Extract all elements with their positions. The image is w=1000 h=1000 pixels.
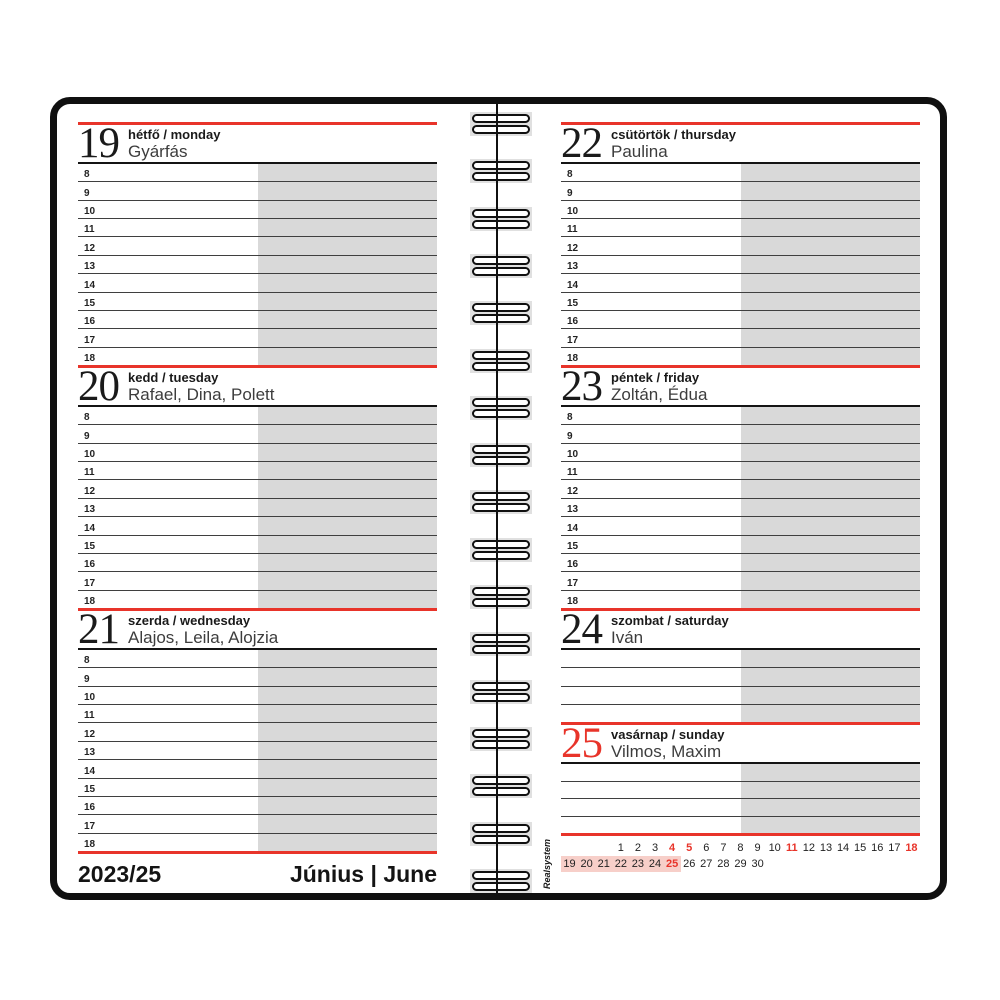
- schedule-row: [561, 668, 920, 686]
- day-number: 22: [561, 120, 602, 167]
- binding-loop-icon: [472, 161, 530, 170]
- hour-label: 8: [84, 412, 90, 424]
- binding-loop-icon: [472, 882, 530, 891]
- schedule-row: [78, 201, 437, 219]
- hour-label: 9: [84, 673, 90, 685]
- hour-label: 10: [84, 449, 96, 461]
- schedule-rows: [78, 650, 437, 851]
- schedule-row: [78, 742, 437, 760]
- name-days: Alajos, Leila, Alojzia: [128, 628, 279, 647]
- hour-label: 15: [84, 297, 96, 309]
- schedule-row: [561, 425, 920, 443]
- schedule-row: [78, 425, 437, 443]
- brand-logo: Realsystem: [542, 838, 552, 889]
- binding-ring: [468, 159, 532, 183]
- hour-label: 18: [84, 838, 96, 850]
- mini-calendar-day: 30: [751, 858, 764, 870]
- hour-label: 12: [567, 242, 579, 254]
- schedule-row: [78, 256, 437, 274]
- page-top-margin: [78, 97, 437, 122]
- name-days: Paulina: [611, 142, 668, 161]
- mini-calendar-day: 24: [646, 856, 663, 872]
- day-number: 24: [561, 606, 602, 653]
- mini-calendar-day: 27: [700, 858, 713, 870]
- day-section-22: [561, 122, 920, 365]
- schedule-row: [78, 517, 437, 535]
- hour-label: 17: [84, 577, 96, 589]
- hour-label: 15: [84, 540, 96, 552]
- hour-label: 15: [567, 540, 579, 552]
- schedule-row: [561, 182, 920, 200]
- day-number: 20: [78, 363, 119, 410]
- binding-ring: [468, 632, 532, 656]
- schedule-row: [561, 444, 920, 462]
- hour-label: 17: [84, 334, 96, 346]
- hour-label: 18: [567, 595, 579, 607]
- day-name-label: vasárnap / sunday: [611, 727, 725, 742]
- binding-loop-icon: [472, 209, 530, 218]
- binding-loop-icon: [472, 409, 530, 418]
- mini-calendar-day: 9: [754, 842, 761, 854]
- schedule-row: [78, 164, 437, 182]
- binding-loop-icon: [472, 303, 530, 312]
- day-section-24: [561, 608, 920, 722]
- mini-calendar-day: 19: [561, 856, 578, 872]
- schedule-rows: [561, 764, 920, 833]
- day-header: [561, 720, 920, 767]
- schedule-row: [78, 480, 437, 498]
- day-name-label: szombat / saturday: [611, 613, 729, 628]
- mini-calendar-day: 17: [888, 842, 901, 854]
- hour-label: 8: [84, 655, 90, 667]
- binding-loop-icon: [472, 220, 530, 229]
- hour-label: 15: [84, 783, 96, 795]
- name-days: Rafael, Dina, Polett: [128, 385, 275, 404]
- mini-calendar-day: 13: [819, 842, 833, 854]
- hour-label: 18: [84, 352, 96, 364]
- schedule-rows: [78, 407, 437, 608]
- hour-label: 12: [84, 485, 96, 497]
- binding-loop-icon: [472, 835, 530, 844]
- schedule-rows: [561, 164, 920, 365]
- mini-calendar-day: 5: [686, 842, 693, 854]
- hour-label: 10: [84, 206, 96, 218]
- binding-ring: [468, 301, 532, 325]
- binding-loop-icon: [472, 824, 530, 833]
- day-name-label: csütörtök / thursday: [611, 127, 736, 142]
- mini-month-calendar: [561, 840, 920, 872]
- schedule-row: [78, 237, 437, 255]
- binding-loop-icon: [472, 634, 530, 643]
- hour-label: 13: [84, 747, 96, 759]
- mini-calendar-day: 12: [802, 842, 815, 854]
- hour-label: 11: [84, 710, 95, 722]
- hour-label: 11: [84, 467, 95, 479]
- binding-loop-icon: [472, 682, 530, 691]
- binding-loop-icon: [472, 598, 530, 607]
- day-name-label: hétfő / monday: [128, 127, 221, 142]
- right-page-days: [561, 122, 920, 833]
- binding-loop-icon: [472, 114, 530, 123]
- schedule-row: [78, 797, 437, 815]
- mini-calendar-day: 28: [717, 858, 730, 870]
- hour-label: 10: [567, 449, 579, 461]
- binding-ring: [468, 443, 532, 467]
- binding-ring: [468, 490, 532, 514]
- schedule-row: [561, 164, 920, 182]
- month-label-hu: Június: [289, 861, 365, 887]
- mini-calendar-day: 23: [629, 856, 646, 872]
- mini-calendar-day: 14: [836, 842, 850, 854]
- binding-loop-icon: [472, 645, 530, 654]
- schedule-row: [561, 705, 920, 722]
- schedule-row: [561, 687, 920, 705]
- schedule-row: [78, 668, 437, 686]
- binding-loop-icon: [472, 871, 530, 880]
- schedule-rows: [78, 164, 437, 365]
- month-label-en: June: [383, 861, 437, 887]
- binding-loop-icon: [472, 256, 530, 265]
- binding-loop-icon: [472, 729, 530, 738]
- page-top-margin: [561, 97, 920, 122]
- binding-ring: [468, 112, 532, 136]
- binding-loop-icon: [472, 693, 530, 702]
- hour-label: 17: [84, 820, 96, 832]
- binding-loop-icon: [472, 362, 530, 371]
- day-header: [78, 606, 437, 653]
- hour-label: 13: [84, 261, 96, 273]
- schedule-row: [78, 348, 437, 365]
- schedule-row: [561, 817, 920, 834]
- schedule-row: [78, 274, 437, 292]
- binding-loop-icon: [472, 740, 530, 749]
- mini-calendar-day: 11: [785, 842, 798, 854]
- hour-label: 16: [567, 559, 579, 571]
- day-number: 25: [561, 720, 602, 767]
- schedule-row: [78, 554, 437, 572]
- mini-calendar-day: 16: [871, 842, 884, 854]
- hour-label: 14: [84, 279, 96, 291]
- mini-calendar-day: 29: [734, 858, 747, 870]
- mini-calendar-day: 22: [612, 856, 629, 872]
- schedule-row: [78, 536, 437, 554]
- hour-label: 14: [567, 279, 579, 291]
- mini-calendar-day: 20: [578, 856, 595, 872]
- mini-calendar-day: 6: [703, 842, 710, 854]
- binding-loop-icon: [472, 540, 530, 549]
- hour-label: 9: [84, 430, 90, 442]
- year-label: 2023/: [78, 861, 136, 887]
- mini-calendar-rule: [561, 833, 920, 836]
- name-days: Iván: [611, 628, 644, 647]
- day-section-20: [78, 365, 437, 608]
- binding-loop-icon: [472, 503, 530, 512]
- mini-calendar-day: 2: [634, 842, 641, 854]
- schedule-row: [561, 274, 920, 292]
- day-header: [78, 120, 437, 167]
- binding-loop-icon: [472, 314, 530, 323]
- hour-label: 8: [567, 169, 573, 181]
- right-page: [561, 97, 920, 872]
- schedule-row: [561, 554, 920, 572]
- binding-loop-icon: [472, 172, 530, 181]
- schedule-row: [78, 499, 437, 517]
- hour-label: 11: [84, 224, 95, 236]
- name-days: Zoltán, Édua: [611, 385, 708, 404]
- schedule-row: [561, 311, 920, 329]
- binding-ring: [468, 680, 532, 704]
- schedule-row: [78, 687, 437, 705]
- binding-loop-icon: [472, 492, 530, 501]
- day-header: [78, 363, 437, 410]
- hour-label: 10: [567, 206, 579, 218]
- hour-label: 12: [84, 728, 96, 740]
- hour-label: 17: [567, 577, 579, 589]
- hour-label: 8: [567, 412, 573, 424]
- binding-ring: [468, 869, 532, 893]
- binding-ring: [468, 774, 532, 798]
- hour-label: 15: [567, 297, 579, 309]
- schedule-row: [78, 834, 437, 851]
- mini-calendar-day: 8: [737, 842, 744, 854]
- binding-ring: [468, 585, 532, 609]
- hour-label: 18: [84, 595, 96, 607]
- hour-label: 13: [567, 504, 579, 516]
- schedule-row: [561, 201, 920, 219]
- schedule-row: [561, 499, 920, 517]
- schedule-row: [561, 480, 920, 498]
- schedule-row: [78, 705, 437, 723]
- spiral-spine-wire: [496, 104, 498, 893]
- binding-ring: [468, 254, 532, 278]
- month-label: [290, 861, 437, 888]
- hour-label: 14: [84, 765, 96, 777]
- hour-label: 11: [567, 224, 578, 236]
- schedule-row: [561, 650, 920, 668]
- schedule-row: [561, 348, 920, 365]
- schedule-row: [78, 444, 437, 462]
- binding-loop-icon: [472, 351, 530, 360]
- schedule-row: [78, 311, 437, 329]
- day-section-19: [78, 122, 437, 365]
- schedule-rows: [561, 407, 920, 608]
- mini-calendar-day: 4: [669, 842, 676, 854]
- day-name-label: péntek / friday: [611, 370, 700, 385]
- mini-calendar-day: 25: [664, 856, 681, 872]
- name-days: Gyárfás: [128, 142, 188, 161]
- week-number: 25: [135, 861, 162, 887]
- hour-label: 14: [84, 522, 96, 534]
- month-separator: |: [370, 861, 377, 887]
- day-section-21: [78, 608, 437, 851]
- schedule-row: [78, 779, 437, 797]
- hour-label: 16: [84, 559, 96, 571]
- binding-ring: [468, 207, 532, 231]
- schedule-row: [561, 329, 920, 347]
- schedule-row: [78, 591, 437, 608]
- hour-label: 9: [567, 430, 573, 442]
- hour-label: 10: [84, 692, 96, 704]
- schedule-row: [561, 764, 920, 782]
- left-page-days: [78, 122, 437, 851]
- day-name-label: szerda / wednesday: [128, 613, 251, 628]
- hour-label: 12: [567, 485, 579, 497]
- binding-ring: [468, 822, 532, 846]
- binding-loop-icon: [472, 776, 530, 785]
- binding-loop-icon: [472, 398, 530, 407]
- hour-label: 9: [567, 187, 573, 199]
- day-number: 21: [78, 606, 119, 653]
- schedule-row: [561, 591, 920, 608]
- hour-label: 13: [84, 504, 96, 516]
- schedule-row: [78, 815, 437, 833]
- left-page: [78, 97, 437, 888]
- schedule-row: [561, 237, 920, 255]
- binding-ring: [468, 349, 532, 373]
- schedule-row: [561, 407, 920, 425]
- binding-loop-icon: [472, 587, 530, 596]
- schedule-row: [78, 462, 437, 480]
- mini-calendar-day: 21: [595, 856, 612, 872]
- name-days: Vilmos, Maxim: [611, 742, 722, 761]
- schedule-row: [78, 219, 437, 237]
- schedule-rows: [561, 650, 920, 722]
- binding-loop-icon: [472, 267, 530, 276]
- schedule-row: [561, 256, 920, 274]
- binding-loop-icon: [472, 787, 530, 796]
- schedule-row: [78, 723, 437, 741]
- schedule-row: [561, 799, 920, 817]
- hour-label: 16: [84, 316, 96, 328]
- binding-ring: [468, 538, 532, 562]
- mini-calendar-day: 26: [683, 858, 696, 870]
- mini-calendar-day: 10: [768, 842, 781, 854]
- schedule-row: [78, 293, 437, 311]
- binding-ring: [468, 396, 532, 420]
- schedule-row: [78, 760, 437, 778]
- schedule-row: [78, 650, 437, 668]
- schedule-row: [561, 572, 920, 590]
- binding-loop-icon: [472, 445, 530, 454]
- hour-label: 16: [84, 802, 96, 814]
- mini-calendar-day: 3: [651, 842, 659, 854]
- hour-label: 16: [567, 316, 579, 328]
- binding-ring: [468, 727, 532, 751]
- mini-calendar-day: 7: [720, 842, 727, 854]
- hour-label: 8: [84, 169, 90, 181]
- binding-loop-icon: [472, 551, 530, 560]
- hour-label: 9: [84, 187, 90, 199]
- day-section-25: [561, 722, 920, 833]
- day-section-23: [561, 365, 920, 608]
- hour-label: 11: [567, 467, 578, 479]
- day-header: [561, 606, 920, 653]
- schedule-row: [561, 782, 920, 800]
- schedule-row: [561, 219, 920, 237]
- day-number: 23: [561, 363, 602, 410]
- schedule-row: [78, 572, 437, 590]
- mini-calendar-day: 15: [854, 842, 867, 854]
- schedule-row: [78, 182, 437, 200]
- hour-label: 18: [567, 352, 579, 364]
- year-week-label: [78, 861, 161, 888]
- binding-loop-icon: [472, 125, 530, 134]
- schedule-row: [561, 536, 920, 554]
- hour-label: 12: [84, 242, 96, 254]
- left-page-footer: [78, 854, 437, 888]
- day-header: [561, 363, 920, 410]
- mini-calendar-day: 1: [617, 842, 624, 854]
- day-name-label: kedd / tuesday: [128, 370, 219, 385]
- hour-label: 13: [567, 261, 579, 273]
- hour-label: 17: [567, 334, 579, 346]
- schedule-row: [561, 517, 920, 535]
- binding-loop-icon: [472, 456, 530, 465]
- schedule-row: [561, 293, 920, 311]
- hour-label: 14: [567, 522, 579, 534]
- mini-calendar-day: 18: [905, 842, 918, 854]
- day-header: [561, 120, 920, 167]
- schedule-row: [78, 329, 437, 347]
- schedule-row: [561, 462, 920, 480]
- day-number: 19: [78, 120, 119, 167]
- schedule-row: [78, 407, 437, 425]
